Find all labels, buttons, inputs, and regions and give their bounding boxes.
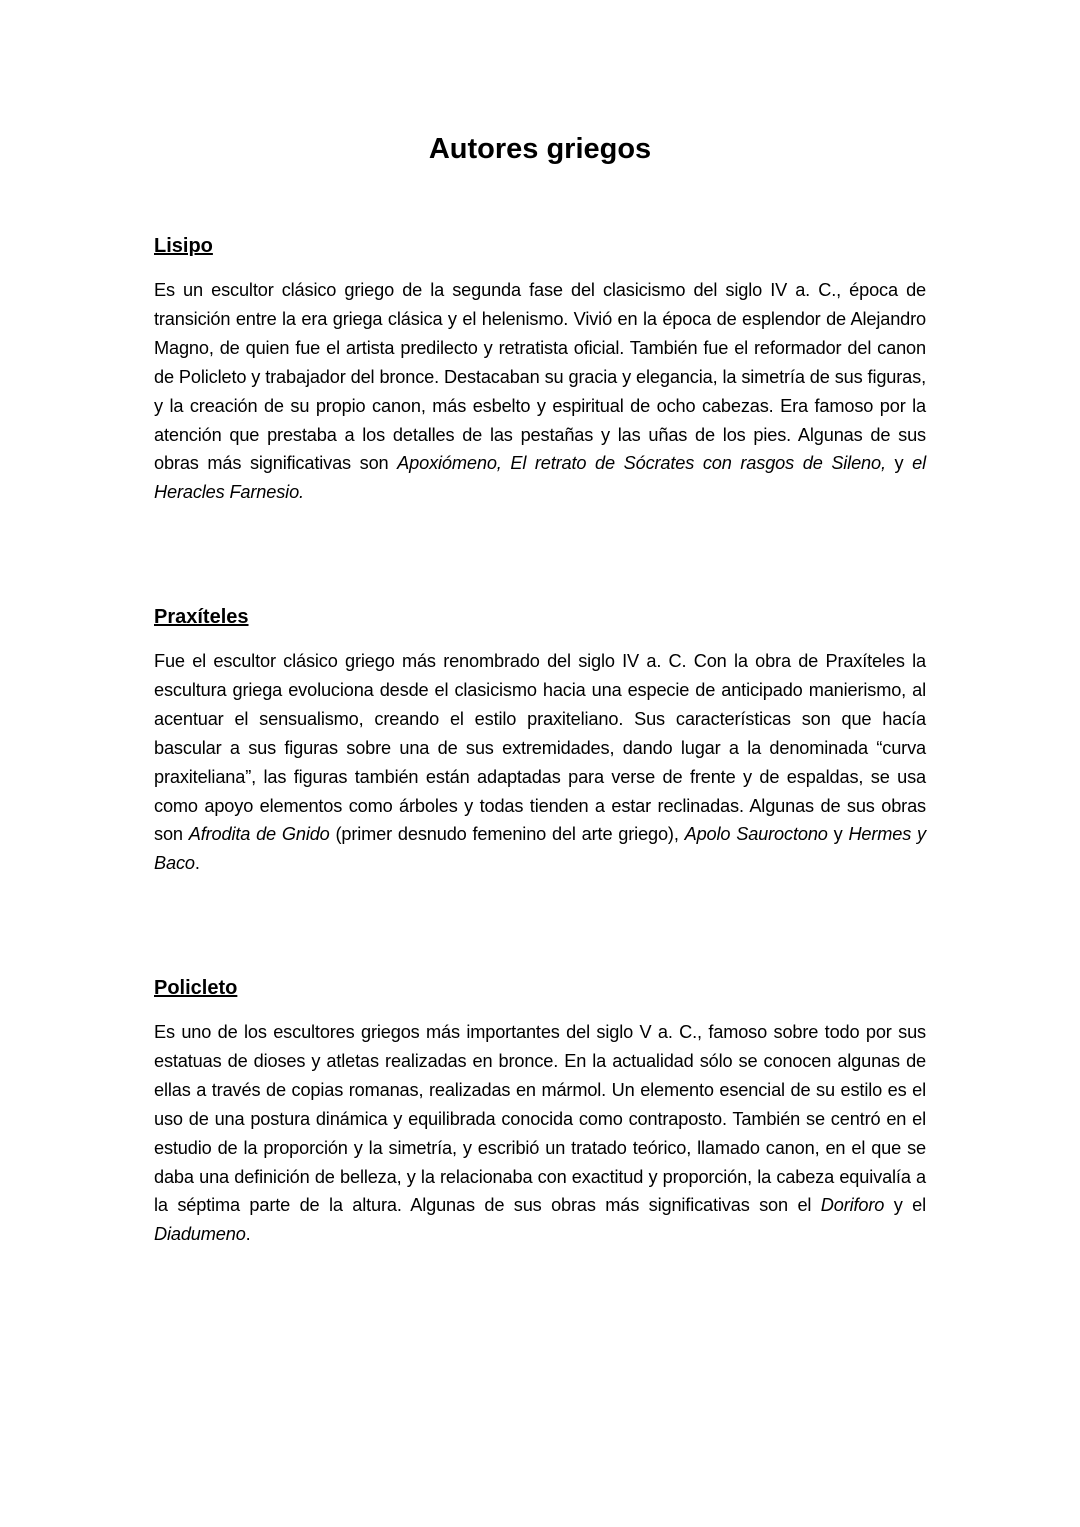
section-heading: Praxíteles (154, 606, 249, 628)
section-policleto (154, 974, 926, 1249)
paragraph-italic-text: el Heracles Farnesio. (154, 453, 926, 503)
section-paragraph (154, 276, 926, 507)
paragraph-text: y (885, 453, 913, 474)
paragraph-italic-text: Afrodita de Gnido (188, 824, 330, 845)
paragraph-text: y el (884, 1195, 927, 1216)
paragraph-text: y (827, 824, 849, 845)
paragraph-italic-text: Apolo Sauroctono (684, 824, 828, 845)
paragraph-text: (primer desnudo femenino del arte griego), (329, 824, 685, 845)
paragraph-text: Es un escultor clásico griego de la segunda fase del clasicismo del siglo IV a. C., época de transición entre la era griega clásica y el helenismo. Vivió en la época de esplendor de Alejandro Magno, de quien fue el artista predilecto y retratista oficial. También fue el reformador del canon de Policleto y trabajador del bronce. Destacaban su gracia y elegancia, la simetría de sus figuras, y la creación de su propio canon, más esbelto y espiritual de ocho cabezas. Era famoso por la atención que prestaba a los detalles de las pestañas y las uñas de los pies. Algunas de sus obras más significativas son (154, 280, 926, 474)
page-title: Autores griegos (428, 133, 652, 165)
paragraph-text: Fue el escultor clásico griego más renombrado del siglo IV a. C. Con la obra de Praxíteles la escultura griega evoluciona desde el clasicismo hacia una especie de anticipado manierismo, al acentuar el sensualismo, creando el estilo praxiteliano. Sus características son que hacía bascular a sus figuras sobre una de sus extremidades, dando lugar a la denominada “curva praxiteliana”, las figuras también están adaptadas para verse de frente y de espaldas, se usa como apoyo elementos como árboles y todas tienden a estar reclinadas. Algunas de sus obras son (154, 651, 926, 845)
section-heading: Lisipo (154, 235, 213, 257)
section-lisipo (154, 232, 926, 507)
paragraph-text: . (245, 1224, 251, 1245)
paragraph-italic-text: Doriforo (820, 1195, 885, 1216)
section-paragraph (154, 1018, 926, 1249)
paragraph-italic-text: Hermes y Baco (154, 824, 927, 874)
paragraph-text: Es uno de los escultores griegos más importantes del siglo V a. C., famoso sobre todo por sus estatuas de dioses y atletas realizadas en bronce. En la actualidad sólo se conocen algunas de ellas a través de copias romanas, realizadas en mármol. Un elemento esencial de su estilo es el uso de una postura dinámica y equilibrada conocida como contraposto. También se centró en el estudio de la proporción y la simetría, y escribió un tratado teórico, llamado canon, en el que se daba una definición de belleza, y la relacionaba con exactitud y proporción, la cabeza equivalía a la séptima parte de la altura. Algunas de sus obras más significativas son el (154, 1022, 926, 1216)
section-paragraph (154, 647, 926, 878)
paragraph-italic-text: Apoxiómeno, El retrato de Sócrates con rasgos de Sileno, (397, 453, 886, 474)
paragraph-text: . (194, 853, 200, 874)
paragraph-italic-text: Diadumeno (154, 1224, 246, 1245)
section-praxiteles (154, 603, 926, 878)
section-heading: Policleto (154, 977, 238, 999)
